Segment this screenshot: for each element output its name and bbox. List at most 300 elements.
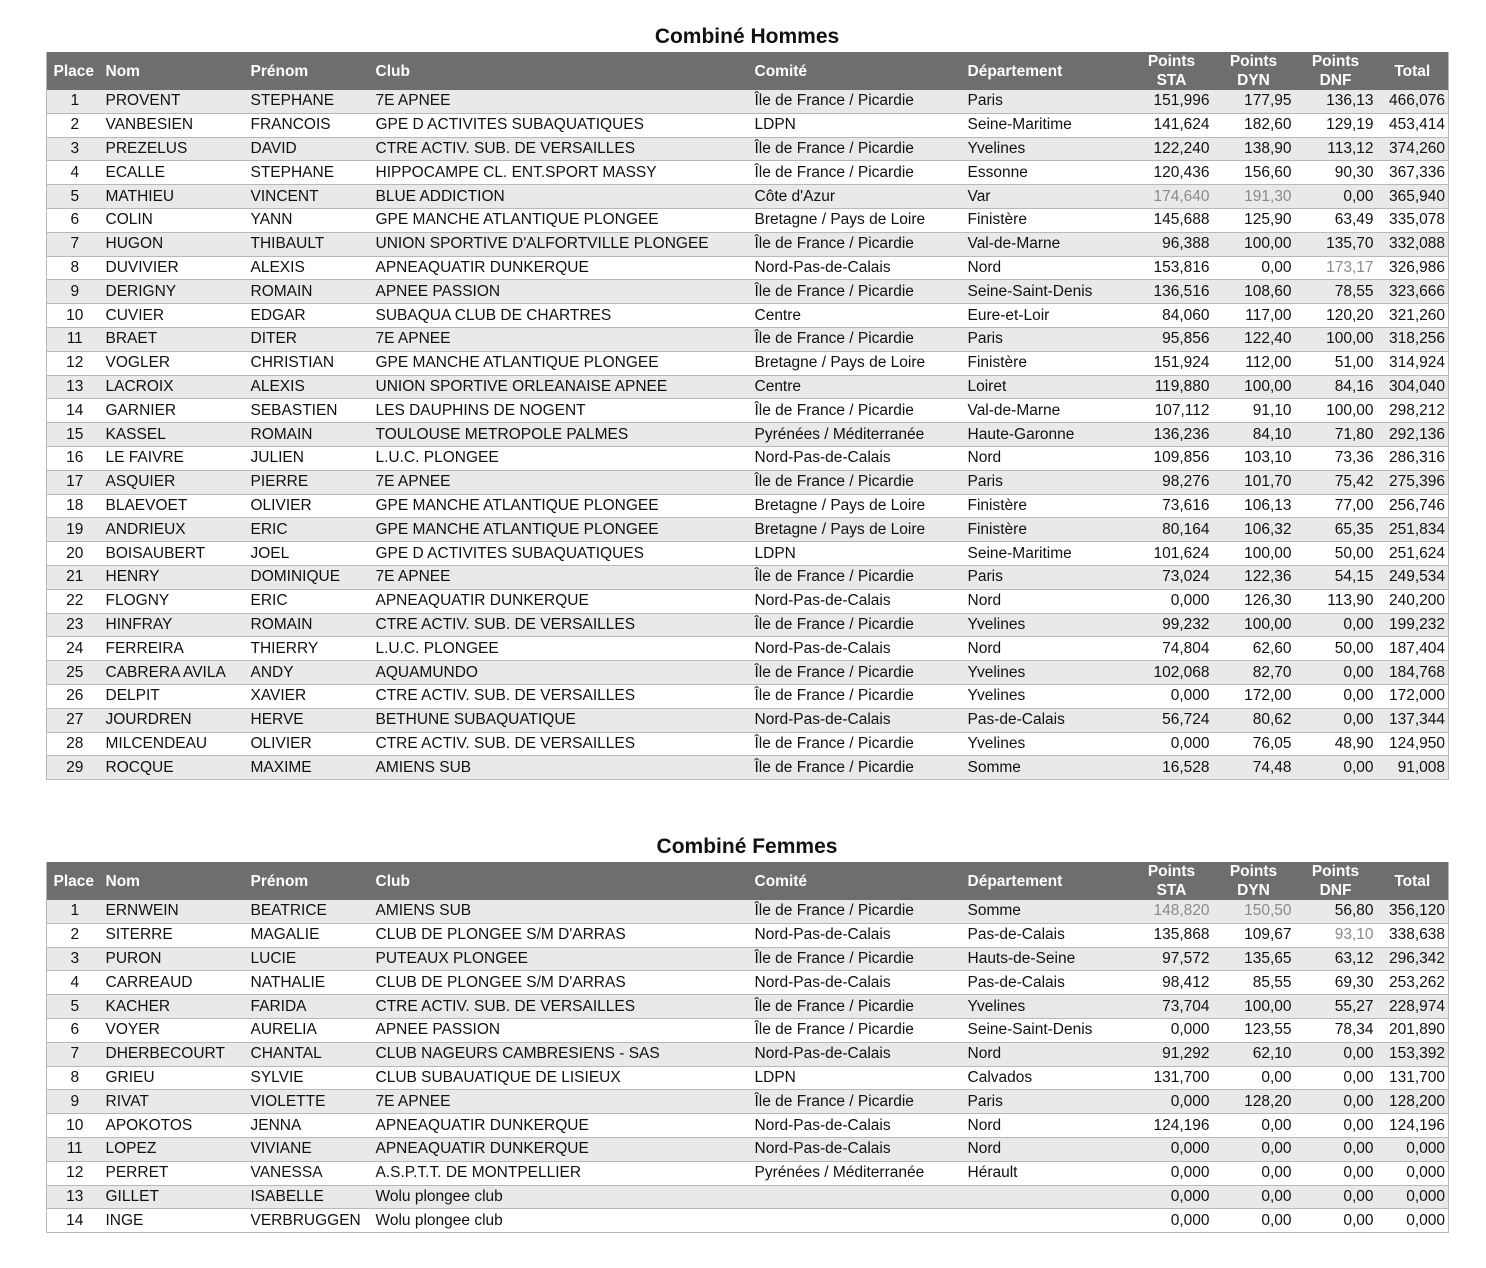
cell-nom: BRAET xyxy=(101,327,246,351)
cell-points-dyn: 122,40 xyxy=(1213,327,1295,351)
cell-prenom: VERBRUGGEN xyxy=(246,1209,371,1233)
cell-place: 6 xyxy=(47,1018,101,1042)
cell-club: BLUE ADDICTION xyxy=(371,185,750,209)
cell-nom: CABRERA AVILA xyxy=(101,661,246,685)
cell-points-dyn: 100,00 xyxy=(1213,375,1295,399)
cell-departement: Nord xyxy=(963,1137,1131,1161)
cell-points-sta: 84,060 xyxy=(1131,304,1213,328)
cell-points-dnf: 0,00 xyxy=(1295,1185,1377,1209)
cell-club: 7E APNEE xyxy=(371,327,750,351)
cell-points-dnf: 63,12 xyxy=(1295,947,1377,971)
cell-points-sta: 0,000 xyxy=(1131,684,1213,708)
cell-place: 7 xyxy=(47,1042,101,1066)
cell-comite: Île de France / Picardie xyxy=(750,900,963,923)
cell-departement: Essonne xyxy=(963,161,1131,185)
cell-points-dyn: 85,55 xyxy=(1213,971,1295,995)
cell-nom: BOISAUBERT xyxy=(101,542,246,566)
table-row xyxy=(47,1042,1449,1066)
cell-prenom: ROMAIN xyxy=(246,280,371,304)
cell-points-dnf: 100,00 xyxy=(1295,399,1377,423)
cell-club: AQUAMUNDO xyxy=(371,661,750,685)
cell-prenom: JULIEN xyxy=(246,446,371,470)
cell-comite: Nord-Pas-de-Calais xyxy=(750,1042,963,1066)
cell-points-sta: 73,024 xyxy=(1131,565,1213,589)
cell-prenom: ERIC xyxy=(246,589,371,613)
cell-prenom: FARIDA xyxy=(246,995,371,1019)
cell-points-dyn: 100,00 xyxy=(1213,995,1295,1019)
cell-comite: Île de France / Picardie xyxy=(750,613,963,637)
cell-nom: LACROIX xyxy=(101,375,246,399)
cell-points-dyn: 0,00 xyxy=(1213,256,1295,280)
cell-prenom: VINCENT xyxy=(246,185,371,209)
section-title: Combiné Femmes xyxy=(656,835,838,858)
cell-place: 5 xyxy=(47,185,101,209)
cell-club: APNEAQUATIR DUNKERQUE xyxy=(371,1137,750,1161)
cell-nom: FLOGNY xyxy=(101,589,246,613)
cell-club: CLUB SUBAUATIQUE DE LISIEUX xyxy=(371,1066,750,1090)
cell-points-dyn: 109,67 xyxy=(1213,923,1295,947)
cell-departement: Paris xyxy=(963,470,1131,494)
cell-departement: Somme xyxy=(963,756,1131,780)
cell-total: 356,120 xyxy=(1377,900,1449,923)
table-row xyxy=(47,1018,1449,1042)
column-header-prenom: Prénom xyxy=(246,862,371,900)
cell-points-sta: 141,624 xyxy=(1131,113,1213,137)
cell-total: 321,260 xyxy=(1377,304,1449,328)
cell-nom: PURON xyxy=(101,947,246,971)
cell-total: 124,196 xyxy=(1377,1114,1449,1138)
cell-comite: Île de France / Picardie xyxy=(750,1018,963,1042)
cell-nom: CUVIER xyxy=(101,304,246,328)
cell-place: 10 xyxy=(47,1114,101,1138)
cell-nom: ANDRIEUX xyxy=(101,518,246,542)
cell-total: 256,746 xyxy=(1377,494,1449,518)
cell-total: 298,212 xyxy=(1377,399,1449,423)
cell-points-dnf: 50,00 xyxy=(1295,637,1377,661)
table-row xyxy=(47,351,1449,375)
cell-club: AMIENS SUB xyxy=(371,756,750,780)
cell-club: LES DAUPHINS DE NOGENT xyxy=(371,399,750,423)
cell-prenom: THIERRY xyxy=(246,637,371,661)
cell-place: 15 xyxy=(47,423,101,447)
cell-comite: Île de France / Picardie xyxy=(750,161,963,185)
cell-points-dyn: 101,70 xyxy=(1213,470,1295,494)
cell-club: CTRE ACTIV. SUB. DE VERSAILLES xyxy=(371,995,750,1019)
table-row xyxy=(47,1066,1449,1090)
cell-nom: JOURDREN xyxy=(101,708,246,732)
cell-prenom: MAXIME xyxy=(246,756,371,780)
cell-points-dyn: 84,10 xyxy=(1213,423,1295,447)
table-row xyxy=(47,375,1449,399)
column-header-points-dnf: Points DNF xyxy=(1295,52,1377,90)
cell-comite: Bretagne / Pays de Loire xyxy=(750,494,963,518)
cell-departement xyxy=(963,1209,1131,1233)
cell-departement: Nord xyxy=(963,1042,1131,1066)
table-row xyxy=(47,256,1449,280)
cell-comite: Île de France / Picardie xyxy=(750,732,963,756)
cell-points-sta: 98,276 xyxy=(1131,470,1213,494)
cell-points-dnf: 136,13 xyxy=(1295,90,1377,113)
cell-total: 0,000 xyxy=(1377,1209,1449,1233)
cell-points-sta: 136,516 xyxy=(1131,280,1213,304)
cell-comite: Île de France / Picardie xyxy=(750,995,963,1019)
cell-total: 453,414 xyxy=(1377,113,1449,137)
cell-points-dnf: 65,35 xyxy=(1295,518,1377,542)
table-row xyxy=(47,1114,1449,1138)
cell-departement: Loiret xyxy=(963,375,1131,399)
cell-comite: Nord-Pas-de-Calais xyxy=(750,923,963,947)
cell-club: 7E APNEE xyxy=(371,1090,750,1114)
cell-total: 187,404 xyxy=(1377,637,1449,661)
cell-points-dyn: 112,00 xyxy=(1213,351,1295,375)
cell-points-dyn: 156,60 xyxy=(1213,161,1295,185)
cell-points-sta: 91,292 xyxy=(1131,1042,1213,1066)
cell-comite: Nord-Pas-de-Calais xyxy=(750,1114,963,1138)
column-header-comite: Comité xyxy=(750,52,963,90)
cell-nom: COLIN xyxy=(101,208,246,232)
cell-nom: PREZELUS xyxy=(101,137,246,161)
cell-prenom: STEPHANE xyxy=(246,161,371,185)
cell-prenom: SYLVIE xyxy=(246,1066,371,1090)
cell-nom: PERRET xyxy=(101,1161,246,1185)
cell-points-dyn: 126,30 xyxy=(1213,589,1295,613)
cell-nom: RIVAT xyxy=(101,1090,246,1114)
cell-club: 7E APNEE xyxy=(371,470,750,494)
cell-points-dyn: 125,90 xyxy=(1213,208,1295,232)
cell-nom: GARNIER xyxy=(101,399,246,423)
cell-points-dnf: 93,10 xyxy=(1295,923,1377,947)
cell-comite: Bretagne / Pays de Loire xyxy=(750,518,963,542)
cell-total: 374,260 xyxy=(1377,137,1449,161)
table-row xyxy=(47,161,1449,185)
cell-place: 7 xyxy=(47,232,101,256)
cell-prenom: DAVID xyxy=(246,137,371,161)
cell-points-dnf: 84,16 xyxy=(1295,375,1377,399)
cell-place: 1 xyxy=(47,900,101,923)
cell-departement: Finistère xyxy=(963,208,1131,232)
cell-points-dnf: 100,00 xyxy=(1295,327,1377,351)
cell-club: GPE MANCHE ATLANTIQUE PLONGEE xyxy=(371,208,750,232)
cell-nom: GILLET xyxy=(101,1185,246,1209)
cell-total: 128,200 xyxy=(1377,1090,1449,1114)
cell-departement: Nord xyxy=(963,446,1131,470)
cell-nom: INGE xyxy=(101,1209,246,1233)
cell-points-dyn: 135,65 xyxy=(1213,947,1295,971)
cell-comite: Centre xyxy=(750,304,963,328)
cell-nom: KACHER xyxy=(101,995,246,1019)
table-row xyxy=(47,613,1449,637)
column-header-nom: Nom xyxy=(101,862,246,900)
table-row xyxy=(47,661,1449,685)
cell-comite: Côte d'Azur xyxy=(750,185,963,209)
cell-place: 4 xyxy=(47,161,101,185)
column-header-place: Place xyxy=(47,862,101,900)
cell-comite: Centre xyxy=(750,375,963,399)
cell-points-sta: 101,624 xyxy=(1131,542,1213,566)
cell-club: L.U.C. PLONGEE xyxy=(371,637,750,661)
column-header-comite: Comité xyxy=(750,862,963,900)
cell-points-dyn: 74,48 xyxy=(1213,756,1295,780)
cell-prenom: OLIVIER xyxy=(246,732,371,756)
cell-comite: Île de France / Picardie xyxy=(750,565,963,589)
cell-total: 292,136 xyxy=(1377,423,1449,447)
column-header-points-dyn: Points DYN xyxy=(1213,862,1295,900)
cell-club: 7E APNEE xyxy=(371,565,750,589)
table-row xyxy=(47,542,1449,566)
cell-nom: ERNWEIN xyxy=(101,900,246,923)
cell-comite: Île de France / Picardie xyxy=(750,947,963,971)
cell-departement: Paris xyxy=(963,327,1131,351)
cell-comite xyxy=(750,1185,963,1209)
cell-club: A.S.P.T.T. DE MONTPELLIER xyxy=(371,1161,750,1185)
cell-comite: Nord-Pas-de-Calais xyxy=(750,446,963,470)
table-row xyxy=(47,708,1449,732)
cell-total: 0,000 xyxy=(1377,1185,1449,1209)
section-combine-hommes xyxy=(46,22,1448,780)
cell-points-dnf: 113,12 xyxy=(1295,137,1377,161)
cell-total: 296,342 xyxy=(1377,947,1449,971)
cell-place: 8 xyxy=(47,1066,101,1090)
cell-nom: VOYER xyxy=(101,1018,246,1042)
cell-nom: HENRY xyxy=(101,565,246,589)
cell-comite: Île de France / Picardie xyxy=(750,470,963,494)
cell-comite xyxy=(750,1209,963,1233)
cell-place: 5 xyxy=(47,995,101,1019)
table-row xyxy=(47,684,1449,708)
table-row xyxy=(47,423,1449,447)
cell-departement: Nord xyxy=(963,637,1131,661)
table-row xyxy=(47,565,1449,589)
cell-nom: KASSEL xyxy=(101,423,246,447)
results-table xyxy=(46,862,1449,1233)
cell-points-sta: 96,388 xyxy=(1131,232,1213,256)
cell-nom: MILCENDEAU xyxy=(101,732,246,756)
cell-points-sta: 151,996 xyxy=(1131,90,1213,113)
cell-total: 335,078 xyxy=(1377,208,1449,232)
cell-prenom: VANESSA xyxy=(246,1161,371,1185)
cell-points-dyn: 122,36 xyxy=(1213,565,1295,589)
cell-departement: Paris xyxy=(963,90,1131,113)
cell-place: 26 xyxy=(47,684,101,708)
cell-nom: ASQUIER xyxy=(101,470,246,494)
cell-place: 2 xyxy=(47,923,101,947)
cell-points-dyn: 177,95 xyxy=(1213,90,1295,113)
cell-points-dyn: 123,55 xyxy=(1213,1018,1295,1042)
cell-points-sta: 95,856 xyxy=(1131,327,1213,351)
cell-points-dyn: 100,00 xyxy=(1213,232,1295,256)
cell-points-dnf: 90,30 xyxy=(1295,161,1377,185)
cell-points-dnf: 0,00 xyxy=(1295,661,1377,685)
cell-points-sta: 135,868 xyxy=(1131,923,1213,947)
cell-points-dnf: 77,00 xyxy=(1295,494,1377,518)
column-header-club: Club xyxy=(371,52,750,90)
cell-points-dnf: 71,80 xyxy=(1295,423,1377,447)
table-row xyxy=(47,518,1449,542)
cell-total: 286,316 xyxy=(1377,446,1449,470)
cell-points-sta: 122,240 xyxy=(1131,137,1213,161)
cell-points-dyn: 0,00 xyxy=(1213,1066,1295,1090)
column-header-departement: Département xyxy=(963,862,1131,900)
cell-points-dyn: 100,00 xyxy=(1213,613,1295,637)
cell-comite: Île de France / Picardie xyxy=(750,1090,963,1114)
table-row xyxy=(47,113,1449,137)
cell-total: 0,000 xyxy=(1377,1161,1449,1185)
table-row xyxy=(47,732,1449,756)
cell-points-dyn: 80,62 xyxy=(1213,708,1295,732)
cell-prenom: EDGAR xyxy=(246,304,371,328)
table-row xyxy=(47,185,1449,209)
cell-departement: Yvelines xyxy=(963,661,1131,685)
cell-points-sta: 99,232 xyxy=(1131,613,1213,637)
table-row xyxy=(47,446,1449,470)
cell-departement: Var xyxy=(963,185,1131,209)
cell-comite: Nord-Pas-de-Calais xyxy=(750,1137,963,1161)
results-table xyxy=(46,52,1449,780)
cell-place: 22 xyxy=(47,589,101,613)
cell-place: 17 xyxy=(47,470,101,494)
cell-nom: HINFRAY xyxy=(101,613,246,637)
cell-points-sta: 74,804 xyxy=(1131,637,1213,661)
cell-nom: LOPEZ xyxy=(101,1137,246,1161)
table-row xyxy=(47,589,1449,613)
cell-points-sta: 80,164 xyxy=(1131,518,1213,542)
cell-club: CTRE ACTIV. SUB. DE VERSAILLES xyxy=(371,613,750,637)
cell-club: 7E APNEE xyxy=(371,90,750,113)
column-header-points-sta: Points STA xyxy=(1131,862,1213,900)
cell-prenom: PIERRE xyxy=(246,470,371,494)
cell-nom: ECALLE xyxy=(101,161,246,185)
cell-total: 365,940 xyxy=(1377,185,1449,209)
cell-comite: Île de France / Picardie xyxy=(750,137,963,161)
cell-points-sta: 98,412 xyxy=(1131,971,1213,995)
table-row xyxy=(47,947,1449,971)
cell-club: APNEAQUATIR DUNKERQUE xyxy=(371,256,750,280)
cell-nom: PROVENT xyxy=(101,90,246,113)
cell-points-dnf: 51,00 xyxy=(1295,351,1377,375)
cell-points-dyn: 108,60 xyxy=(1213,280,1295,304)
cell-club: CTRE ACTIV. SUB. DE VERSAILLES xyxy=(371,137,750,161)
table-row xyxy=(47,470,1449,494)
cell-points-dnf: 0,00 xyxy=(1295,1161,1377,1185)
cell-departement: Val-de-Marne xyxy=(963,399,1131,423)
cell-place: 3 xyxy=(47,947,101,971)
cell-club: GPE MANCHE ATLANTIQUE PLONGEE xyxy=(371,494,750,518)
cell-points-dyn: 0,00 xyxy=(1213,1137,1295,1161)
cell-points-dnf: 135,70 xyxy=(1295,232,1377,256)
cell-prenom: JENNA xyxy=(246,1114,371,1138)
cell-points-dnf: 73,36 xyxy=(1295,446,1377,470)
table-row xyxy=(47,208,1449,232)
table-header-row xyxy=(47,52,1449,90)
cell-prenom: ERIC xyxy=(246,518,371,542)
cell-nom: HUGON xyxy=(101,232,246,256)
column-header-total: Total xyxy=(1377,862,1449,900)
cell-departement: Seine-Maritime xyxy=(963,542,1131,566)
cell-departement: Hérault xyxy=(963,1161,1131,1185)
cell-place: 4 xyxy=(47,971,101,995)
cell-total: 338,638 xyxy=(1377,923,1449,947)
cell-club: SUBAQUA CLUB DE CHARTRES xyxy=(371,304,750,328)
cell-points-dnf: 63,49 xyxy=(1295,208,1377,232)
cell-comite: Île de France / Picardie xyxy=(750,90,963,113)
cell-club: Wolu plongee club xyxy=(371,1209,750,1233)
cell-club: UNION SPORTIVE ORLEANAISE APNEE xyxy=(371,375,750,399)
cell-points-dyn: 172,00 xyxy=(1213,684,1295,708)
cell-points-dnf: 0,00 xyxy=(1295,1137,1377,1161)
cell-club: CTRE ACTIV. SUB. DE VERSAILLES xyxy=(371,732,750,756)
cell-points-dnf: 54,15 xyxy=(1295,565,1377,589)
cell-points-sta: 0,000 xyxy=(1131,732,1213,756)
cell-points-dnf: 113,90 xyxy=(1295,589,1377,613)
cell-points-dyn: 191,30 xyxy=(1213,185,1295,209)
cell-club: BETHUNE SUBAQUATIQUE xyxy=(371,708,750,732)
cell-points-dyn: 100,00 xyxy=(1213,542,1295,566)
table-row xyxy=(47,995,1449,1019)
cell-points-dnf: 0,00 xyxy=(1295,1090,1377,1114)
cell-departement: Yvelines xyxy=(963,137,1131,161)
cell-place: 12 xyxy=(47,1161,101,1185)
cell-club: CLUB NAGEURS CAMBRESIENS - SAS xyxy=(371,1042,750,1066)
cell-total: 153,392 xyxy=(1377,1042,1449,1066)
cell-prenom: DOMINIQUE xyxy=(246,565,371,589)
cell-points-sta: 109,856 xyxy=(1131,446,1213,470)
cell-place: 2 xyxy=(47,113,101,137)
cell-place: 8 xyxy=(47,256,101,280)
cell-place: 27 xyxy=(47,708,101,732)
cell-comite: Île de France / Picardie xyxy=(750,399,963,423)
cell-points-dnf: 120,20 xyxy=(1295,304,1377,328)
cell-nom: BLAEVOET xyxy=(101,494,246,518)
cell-departement: Pas-de-Calais xyxy=(963,971,1131,995)
cell-place: 21 xyxy=(47,565,101,589)
table-row xyxy=(47,923,1449,947)
cell-prenom: VIOLETTE xyxy=(246,1090,371,1114)
cell-departement: Seine-Maritime xyxy=(963,113,1131,137)
cell-place: 14 xyxy=(47,1209,101,1233)
cell-prenom: NATHALIE xyxy=(246,971,371,995)
cell-prenom: FRANCOIS xyxy=(246,113,371,137)
cell-place: 19 xyxy=(47,518,101,542)
cell-prenom: VIVIANE xyxy=(246,1137,371,1161)
cell-place: 28 xyxy=(47,732,101,756)
table-row xyxy=(47,232,1449,256)
cell-points-dyn: 82,70 xyxy=(1213,661,1295,685)
cell-departement: Finistère xyxy=(963,351,1131,375)
cell-points-sta: 120,436 xyxy=(1131,161,1213,185)
cell-prenom: YANN xyxy=(246,208,371,232)
cell-prenom: ALEXIS xyxy=(246,375,371,399)
cell-place: 10 xyxy=(47,304,101,328)
cell-club: UNION SPORTIVE D'ALFORTVILLE PLONGEE xyxy=(371,232,750,256)
cell-place: 20 xyxy=(47,542,101,566)
cell-place: 18 xyxy=(47,494,101,518)
cell-points-dyn: 182,60 xyxy=(1213,113,1295,137)
column-header-nom: Nom xyxy=(101,52,246,90)
cell-points-sta: 73,704 xyxy=(1131,995,1213,1019)
cell-comite: LDPN xyxy=(750,113,963,137)
column-header-points-sta: Points STA xyxy=(1131,52,1213,90)
cell-comite: Île de France / Picardie xyxy=(750,661,963,685)
cell-points-sta: 0,000 xyxy=(1131,1161,1213,1185)
cell-prenom: LUCIE xyxy=(246,947,371,971)
cell-points-dyn: 150,50 xyxy=(1213,900,1295,923)
cell-nom: GRIEU xyxy=(101,1066,246,1090)
cell-place: 29 xyxy=(47,756,101,780)
cell-club: CLUB DE PLONGEE S/M D'ARRAS xyxy=(371,923,750,947)
cell-total: 0,000 xyxy=(1377,1137,1449,1161)
column-header-place: Place xyxy=(47,52,101,90)
cell-points-dnf: 173,17 xyxy=(1295,256,1377,280)
